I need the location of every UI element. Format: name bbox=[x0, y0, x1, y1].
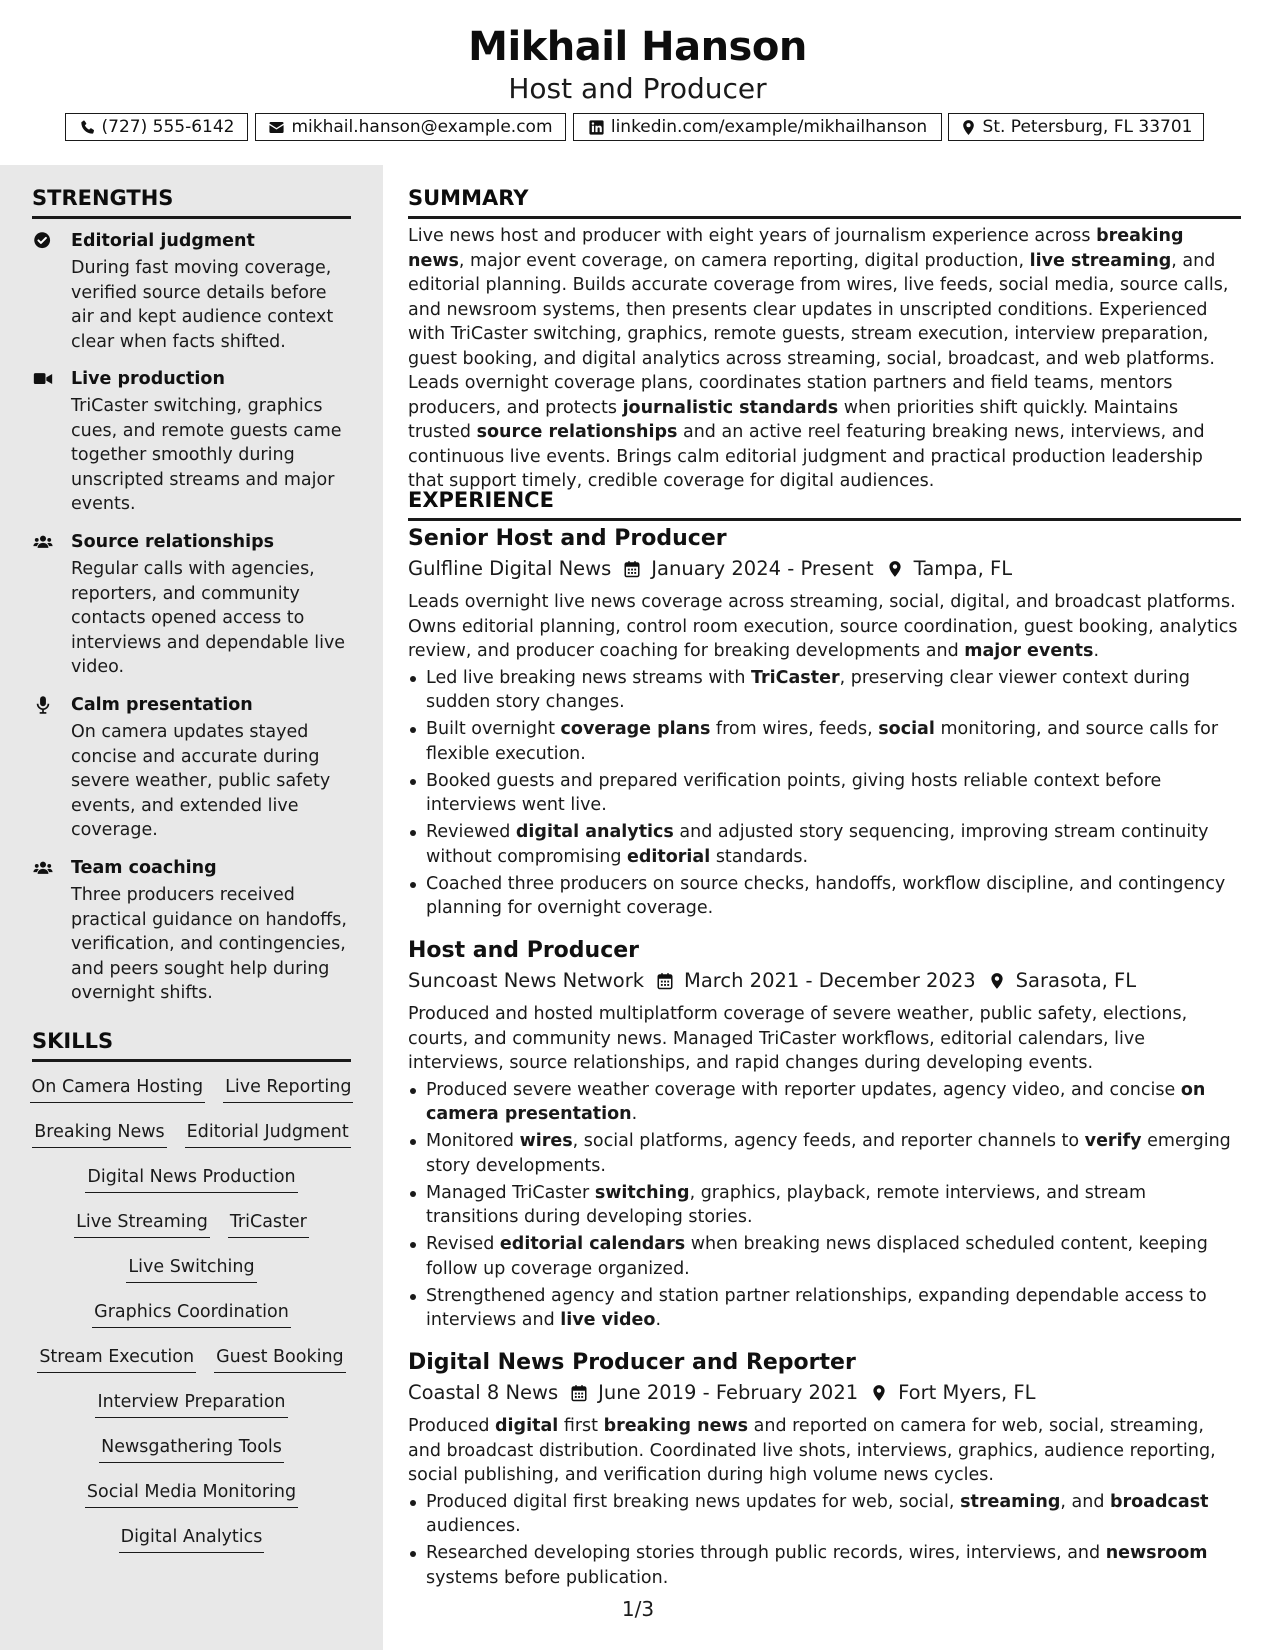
skill-row bbox=[32, 1300, 351, 1345]
skill-tag: Digital Analytics bbox=[119, 1525, 265, 1553]
skill-row bbox=[32, 1210, 351, 1255]
strengths-heading: STRENGTHS bbox=[32, 185, 351, 219]
skill-tag: Breaking News bbox=[32, 1120, 166, 1148]
skill-tag: TriCaster bbox=[228, 1210, 309, 1238]
job-summary: Produced digital first breaking news and reported on camera for web, social, streaming, and broadcast distribution. Coordinated live shots, interviews, graphics, audience reporting, social publishing, and verification during high volume news cycles. bbox=[408, 1416, 1216, 1485]
phone-text: (727) 555-6142 bbox=[101, 116, 235, 137]
skills-list bbox=[32, 1075, 351, 1570]
contact-linkedin[interactable] bbox=[573, 113, 942, 141]
phone-icon bbox=[79, 119, 96, 136]
summary-heading: SUMMARY bbox=[408, 185, 1241, 219]
microphone-icon bbox=[32, 695, 54, 715]
strength-description: TriCaster switching, graphics cues, and remote guests came together smoothly during unscripted streams and major events. bbox=[71, 396, 342, 514]
linkedin-icon bbox=[588, 119, 605, 136]
job-meta bbox=[408, 1380, 1241, 1406]
video-camera-icon bbox=[32, 369, 54, 389]
envelope-icon bbox=[268, 119, 285, 136]
sidebar bbox=[0, 165, 383, 1650]
skill-tag: Editorial Judgment bbox=[185, 1120, 351, 1148]
skill-row bbox=[32, 1345, 351, 1390]
skill-row bbox=[32, 1480, 351, 1525]
calendar-icon bbox=[570, 1383, 588, 1403]
skill-row bbox=[32, 1390, 351, 1435]
bullet-item: Booked guests and prepared verification points, giving hosts reliable context before interviews went live. bbox=[426, 769, 1241, 818]
strength-name: Editorial judgment bbox=[71, 231, 255, 251]
company-name: Suncoast News Network bbox=[408, 969, 645, 992]
strength-description: During fast moving coverage, verified source details before air and kept audience context clear when facts shifted. bbox=[71, 258, 334, 352]
company-name: Gulfline Digital News bbox=[408, 557, 612, 580]
job-entry bbox=[408, 1349, 1241, 1593]
skill-tag: Newsgathering Tools bbox=[99, 1435, 284, 1463]
candidate-title: Host and Producer bbox=[508, 72, 767, 105]
skill-row bbox=[32, 1525, 351, 1570]
strength-name: Live production bbox=[71, 369, 225, 389]
skill-tag: Digital News Production bbox=[85, 1165, 297, 1193]
email-text: mikhail.hanson@example.com bbox=[291, 116, 553, 137]
job-summary: Produced and hosted multiplatform coverage of severe weather, public safety, elections, courts, and community news. Managed TriCaster workflows, editorial calendars, live interviews, source relationships, and rapid changes during developing events. bbox=[408, 1004, 1188, 1073]
map-pin-icon bbox=[988, 971, 1006, 991]
job-location: Tampa, FL bbox=[913, 557, 1013, 580]
users-icon bbox=[32, 858, 54, 878]
skill-row bbox=[32, 1255, 351, 1300]
experience-heading: EXPERIENCE bbox=[408, 487, 1241, 521]
job-title: Senior Host and Producer bbox=[408, 526, 727, 551]
users-icon bbox=[32, 532, 54, 552]
skills-heading: SKILLS bbox=[32, 1028, 351, 1062]
location-text: St. Petersburg, FL 33701 bbox=[982, 116, 1193, 137]
skill-row bbox=[32, 1435, 351, 1480]
skill-tag: On Camera Hosting bbox=[30, 1075, 206, 1103]
bullet-item: Produced severe weather coverage with reporter updates, agency video, and concise on camera presentation. bbox=[426, 1078, 1241, 1127]
bullet-item: Managed TriCaster switching, graphics, playback, remote interviews, and stream transitions during developing stories. bbox=[426, 1181, 1241, 1230]
bullet-item: Coached three producers on source checks, handoffs, workflow discipline, and contingency planning for overnight coverage. bbox=[426, 872, 1241, 921]
bullet-item: Produced digital first breaking news updates for web, social, streaming, and broadcast audiences. bbox=[426, 1490, 1241, 1539]
page-number: 1/3 bbox=[621, 1597, 655, 1621]
strength-description: Regular calls with agencies, reporters, and community contacts opened access to interviews and dependable live video. bbox=[71, 559, 346, 677]
strength-name: Team coaching bbox=[71, 858, 217, 878]
job-dates: June 2019 - February 2021 bbox=[598, 1381, 859, 1404]
calendar-icon bbox=[623, 559, 641, 579]
skill-tag: Live Reporting bbox=[223, 1075, 353, 1103]
job-bullets bbox=[408, 1078, 1241, 1333]
skill-tag: Graphics Coordination bbox=[92, 1300, 291, 1328]
job-meta bbox=[408, 968, 1241, 994]
job-title: Host and Producer bbox=[408, 938, 640, 963]
bullet-item: Strengthened agency and station partner relationships, expanding dependable access to interviews and live video. bbox=[426, 1284, 1241, 1333]
skill-tag: Stream Execution bbox=[37, 1345, 196, 1373]
skill-tag: Interview Preparation bbox=[95, 1390, 287, 1418]
bullet-item: Researched developing stories through public records, wires, interviews, and newsroom systems before publication. bbox=[426, 1541, 1241, 1590]
contact-email[interactable] bbox=[255, 113, 566, 141]
calendar-icon bbox=[656, 971, 674, 991]
skill-tag: Live Streaming bbox=[74, 1210, 210, 1238]
linkedin-text: linkedin.com/example/mikhailhanson bbox=[610, 116, 928, 137]
strength-name: Calm presentation bbox=[71, 695, 253, 715]
skill-row bbox=[32, 1120, 351, 1165]
check-circle-icon bbox=[32, 231, 54, 251]
map-pin-icon bbox=[960, 119, 977, 136]
summary-text: Live news host and producer with eight years of journalism experience across breaking news, major event coverage, on camera reporting, digital production, live streaming, and editorial planning. Builds accurate coverage from wires, live feeds, social media, source calls, and newsroom systems, then presents clear updates in unscripted conditions. Experienced with TriCaster switching, graphics, remote guests, stream execution, interview preparation, guest booking, and digital analytics across streaming, social, broadcast, and web platforms. Leads overnight coverage plans, coordinates station partners and field teams, mentors producers, and protects journalistic standards when priorities shift quickly. Maintains trusted source relationships and an active reel featuring breaking news, interviews, and continuous live events. Brings calm editorial judgment and practical production leadership that support timely, credible coverage for digital audiences. bbox=[408, 226, 1229, 491]
job-location: Sarasota, FL bbox=[1015, 969, 1137, 992]
job-entry bbox=[408, 525, 1241, 923]
job-location: Fort Myers, FL bbox=[898, 1381, 1036, 1404]
job-entry bbox=[408, 937, 1241, 1335]
resume-header bbox=[0, 0, 1275, 160]
contact-bar bbox=[0, 113, 1275, 143]
company-name: Coastal 8 News bbox=[408, 1381, 559, 1404]
job-meta bbox=[408, 556, 1241, 582]
bullet-item: Monitored wires, social platforms, agency feeds, and reporter channels to verify emerging story developments. bbox=[426, 1129, 1241, 1178]
job-bullets bbox=[408, 1490, 1241, 1591]
strength-description: Three producers received practical guidance on handoffs, verification, and contingencies, and peers sought help during overnight shifts. bbox=[71, 885, 347, 1003]
contact-phone[interactable] bbox=[65, 113, 248, 141]
bullet-item: Led live breaking news streams with TriCaster, preserving clear viewer context during sudden story changes. bbox=[426, 666, 1241, 715]
skill-row bbox=[32, 1165, 351, 1210]
skill-tag: Live Switching bbox=[126, 1255, 256, 1283]
strength-name: Source relationships bbox=[71, 532, 275, 552]
skill-tag: Social Media Monitoring bbox=[85, 1480, 298, 1508]
contact-location bbox=[948, 113, 1204, 141]
job-dates: January 2024 - Present bbox=[651, 557, 874, 580]
job-dates: March 2021 - December 2023 bbox=[684, 969, 976, 992]
job-bullets bbox=[408, 666, 1241, 921]
job-title: Digital News Producer and Reporter bbox=[408, 1350, 856, 1375]
candidate-name: Mikhail Hanson bbox=[468, 24, 807, 70]
skill-tag: Guest Booking bbox=[214, 1345, 346, 1373]
skill-row bbox=[32, 1075, 351, 1120]
map-pin-icon bbox=[870, 1383, 888, 1403]
job-summary: Leads overnight live news coverage across streaming, social, digital, and broadcast platforms. Owns editorial planning, control room execution, source coordination, guest booking, analytics review, and producer coaching for breaking developments and major events. bbox=[408, 592, 1238, 661]
bullet-item: Reviewed digital analytics and adjusted story sequencing, improving stream continuity without compromising editorial standards. bbox=[426, 820, 1241, 869]
strength-description: On camera updates stayed concise and accurate during severe weather, public safety events, and extended live coverage. bbox=[71, 722, 331, 840]
bullet-item: Revised editorial calendars when breaking news displaced scheduled content, keeping follow up coverage organized. bbox=[426, 1232, 1241, 1281]
map-pin-icon bbox=[886, 559, 904, 579]
bullet-item: Built overnight coverage plans from wires, feeds, social monitoring, and source calls for flexible execution. bbox=[426, 717, 1241, 766]
